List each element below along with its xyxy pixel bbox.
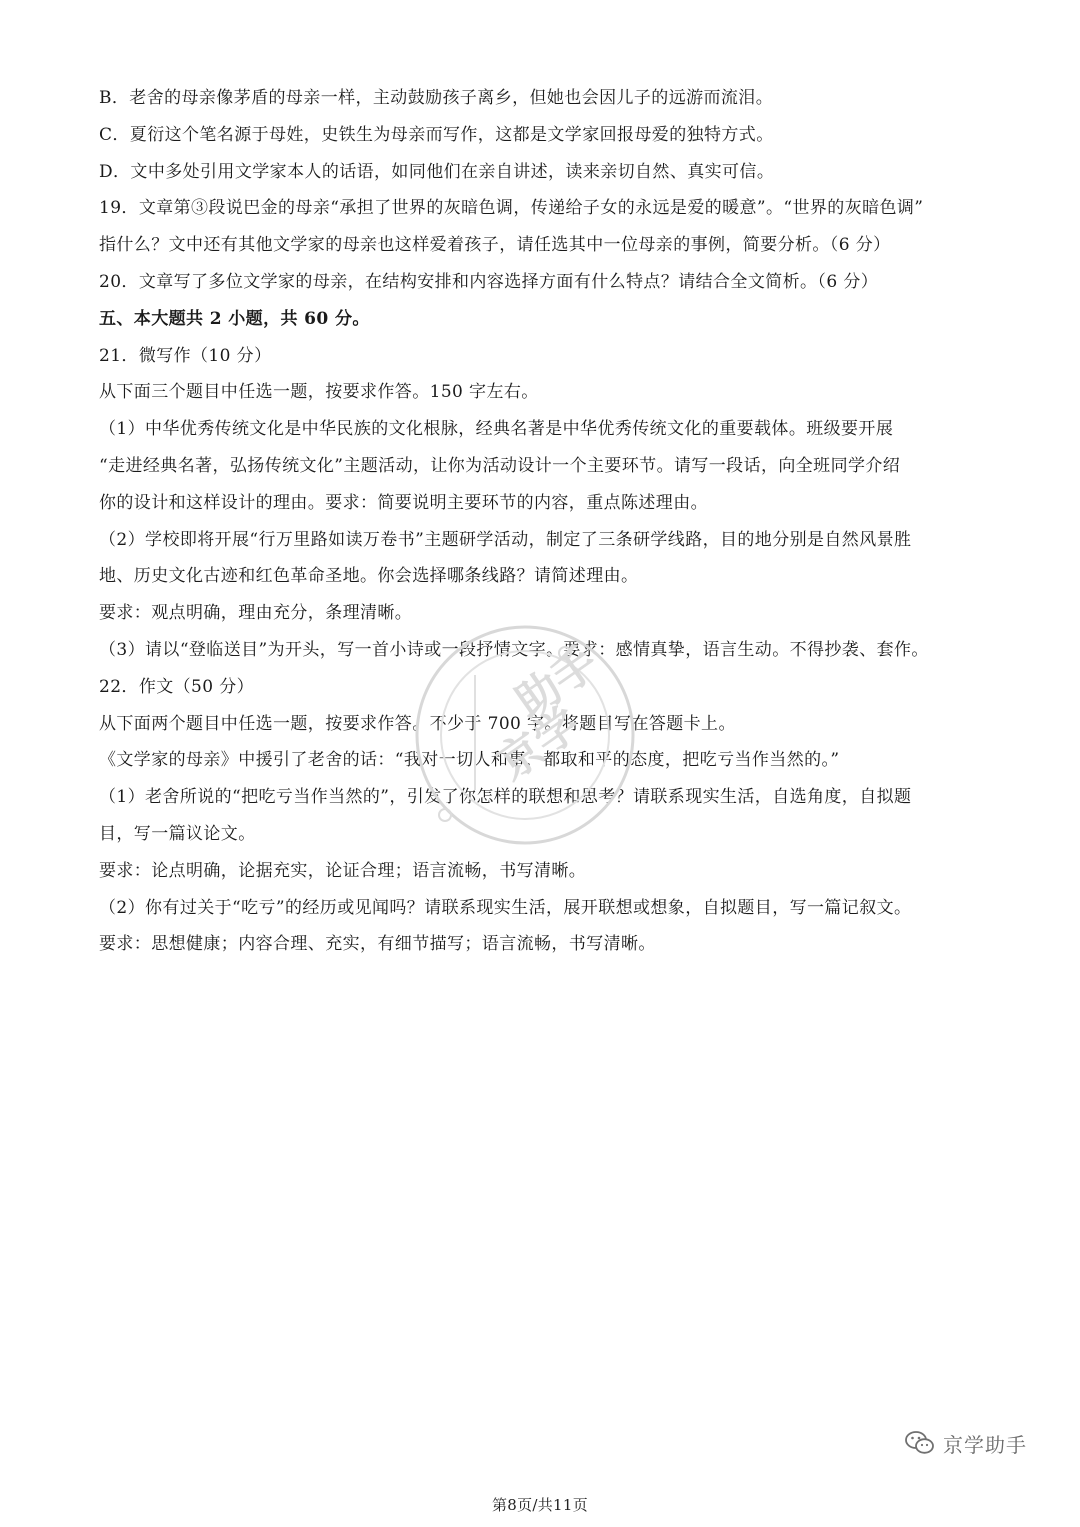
q21-option-2-line-1: （2）学校即将开展“行万里路如读万卷书”主题研学活动，制定了三条研学线路，目的地分别是自然风景胜 <box>99 529 912 550</box>
document-body <box>99 80 999 963</box>
wechat-icon <box>905 1430 935 1456</box>
q21-option-3: （3）请以“登临送目”为开头，写一首小诗或一段抒情文字。要求：感情真挚，语言生动。不得抄袭、套作。 <box>99 639 929 660</box>
section-heading: 五、本大题共 2 小题，共 60 分。 <box>99 308 370 329</box>
option-d: D．文中多处引用文学家本人的话语，如同他们在亲自讲述，读来亲切自然、真实可信。 <box>99 161 775 182</box>
question-22-title: 22．作文（50 分） <box>99 676 255 697</box>
brand-text: 京学助手 <box>943 1432 1027 1457</box>
question-21-title: 21．微写作（10 分） <box>99 345 272 366</box>
brand-watermark <box>905 1425 1027 1461</box>
q22-option-1-line-1: （1）老舍所说的“把吃亏当作当然的”，引发了你怎样的联想和思考？请联系现实生活，自选角度，自拟题 <box>99 787 912 808</box>
q21-option-1-line-2: “走进经典名著，弘扬传统文化”主题活动，让你为活动设计一个主要环节。请写一段话，向全班同学介绍 <box>99 455 901 476</box>
question-22-quote: 《文学家的母亲》中援引了老舍的话：“我对一切人和事，都取和平的态度，把吃亏当作当然的。” <box>99 750 840 771</box>
option-b: B．老舍的母亲像茅盾的母亲一样，主动鼓励孩子离乡，但她也会因儿子的远游而流泪。 <box>99 88 774 108</box>
question-20: 20．文章写了多位文学家的母亲，在结构安排和内容选择方面有什么特点？请结合全文简析。（6 分） <box>99 271 879 292</box>
q22-option-1-requirement: 要求：论点明确，论据充实，论证合理；语言流畅，书写清晰。 <box>99 860 587 881</box>
question-21-instruction: 从下面三个题目中任选一题，按要求作答。150 字左右。 <box>99 382 539 403</box>
q22-option-2-requirement: 要求：思想健康；内容合理、充实，有细节描写；语言流畅，书写清晰。 <box>99 934 656 955</box>
q22-option-1-line-2: 目，写一篇议论文。 <box>99 823 256 844</box>
q21-option-2-line-2: 地、历史文化古迹和红色革命圣地。你会选择哪条线路？请简述理由。 <box>99 566 639 587</box>
question-22-instruction: 从下面两个题目中任选一题，按要求作答。不少于 700 字。将题目写在答题卡上。 <box>99 713 736 734</box>
question-19-line-2: 指什么？文中还有其他文学家的母亲也这样爱着孩子，请任选其中一位母亲的事例，简要分析。（6 分） <box>99 235 891 256</box>
q21-option-1-line-1: （1）中华优秀传统文化是中华民族的文化根脉，经典名著是中华优秀传统文化的重要载体。班级要开展 <box>99 419 894 440</box>
svg-text:京学: 京学 <box>488 698 590 791</box>
q21-option-2-requirement: 要求：观点明确，理由充分，条理清晰。 <box>99 603 413 624</box>
question-19-line-1: 19．文章第③段说巴金的母亲“承担了世界的灰暗色调，传递给子女的永远是爱的暖意”。“世界的灰暗色调” <box>99 198 924 219</box>
svg-text:助手: 助手 <box>506 636 608 729</box>
q22-option-2: （2）你有过关于“吃亏”的经历或见闻吗？请联系现实生活，展开联想或想象，自拟题目，写一篇记叙文。 <box>99 897 912 918</box>
q21-option-1-line-3: 你的设计和这样设计的理由。要求：简要说明主要环节的内容，重点陈述理由。 <box>99 492 708 513</box>
page-number: 第8页/共11页 <box>491 1496 589 1514</box>
option-c: C．夏衍这个笔名源于母姓，史铁生为母亲而写作，这都是文学家回报母爱的独特方式。 <box>99 124 774 145</box>
